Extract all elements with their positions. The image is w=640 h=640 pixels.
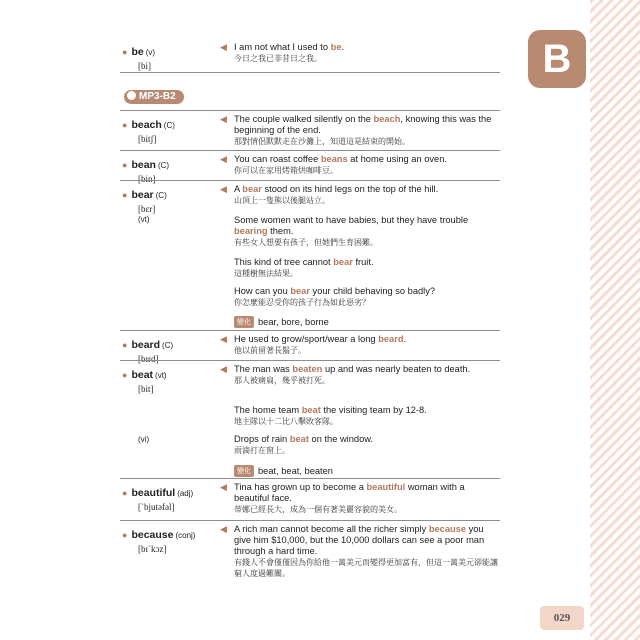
page-edge-stripe [590, 0, 640, 640]
part-of-speech: (v) [145, 48, 156, 57]
part-of-speech: (C) [162, 341, 174, 350]
part-of-speech: (vi) [138, 435, 150, 444]
speaker-icon: ◀ [220, 42, 227, 52]
bullet-icon: ● [122, 47, 128, 57]
example: This kind of tree cannot bear fruit. 這種樹無法結果。 [234, 257, 374, 278]
headword: beard [131, 339, 161, 351]
example: ◀ I am not what I used to be. 今日之我已非昔日之我。 [220, 42, 345, 63]
example: ◀ A bear stood on its hind legs on the top of the hill. 山頂上一隻熊以後腿站立。 [220, 184, 439, 205]
part-of-speech: (conj) [175, 531, 196, 540]
example: How can you bear your child behaving so badly? 你怎麼能忍受你的孩子行為如此惡劣？ [234, 286, 436, 307]
example: ◀ A rich man cannot become all the richer simply because you give him $10,000, but the 10,000 dollars can see a poor man through a hard time. 有錢人不會僅僅因為你給他一萬美元而變得更加富有，但這一萬美元卻能讓窮人度過難關。 [220, 524, 498, 578]
phonetic: [bit] [138, 384, 154, 394]
headword: beach [131, 119, 162, 131]
example: ◀ Tina has grown up to become a beautiful woman with a beautiful face. 蒂娜已經長大，成為一個有著美麗容貌的美女。 [220, 482, 465, 514]
phonetic: [bɪrd] [138, 354, 159, 364]
example: ◀ He used to grow/sport/wear a long beard. 他以前留著長鬍子。 [220, 334, 407, 355]
example: ◀ The man was beaten up and was nearly beaten to death. 那人被痛扁，幾乎被打死。 [220, 364, 471, 385]
entry-bean [120, 150, 500, 184]
verb-forms: 變化 bear, bore, borne [234, 316, 500, 328]
bullet-icon: ● [122, 370, 128, 380]
speaker-icon: ◀ [220, 334, 227, 344]
part-of-speech: (vt) [155, 371, 167, 380]
speaker-icon: ◀ [220, 114, 227, 124]
part-of-speech: (C) [155, 191, 167, 200]
disc-icon [127, 91, 136, 100]
phonetic: [ˋbjutəfəl] [138, 502, 175, 512]
bullet-icon: ● [122, 488, 128, 498]
entry-beat [120, 360, 500, 479]
entry-be [120, 38, 500, 73]
headword: beautiful [131, 487, 176, 499]
example: The home team beat the visiting team by 12-8. 地主隊以十二比八擊敗客隊。 [234, 405, 427, 426]
part-of-speech: (adj) [177, 489, 194, 498]
bullet-icon: ● [122, 190, 128, 200]
part-of-speech: (vt) [138, 215, 150, 224]
speaker-icon: ◀ [220, 524, 227, 534]
bullet-icon: ● [122, 120, 128, 130]
speaker-icon: ◀ [220, 364, 227, 374]
part-of-speech: (C) [163, 121, 175, 130]
phonetic: [bi] [138, 61, 151, 71]
example: ◀ The couple walked silently on the beach, knowing this was the beginning of the end. 那對情侶默默走在沙灘上，知道這是結束的開始。 [220, 114, 492, 146]
entry-bear [120, 180, 500, 331]
headword: be [131, 46, 144, 58]
forms-badge: 變化 [234, 316, 254, 328]
part-of-speech: (C) [157, 161, 170, 170]
phonetic: [bɛr] [138, 204, 156, 214]
headword: bear [131, 189, 154, 201]
speaker-icon: ◀ [220, 184, 227, 194]
speaker-icon: ◀ [220, 482, 227, 492]
entry-beard [120, 330, 500, 364]
example: Drops of rain beat on the window. 雨滴打在窗上。 [234, 434, 374, 455]
entry-beach [120, 110, 500, 151]
mp3-track-label[interactable]: MP3-B2 [124, 90, 184, 104]
headword: beat [131, 369, 154, 381]
entry-because [120, 520, 500, 587]
bullet-icon: ● [122, 340, 128, 350]
verb-forms: 變化 beat, beat, beaten [234, 465, 500, 477]
speaker-icon: ◀ [220, 154, 227, 164]
headword: because [131, 529, 174, 541]
letter-tab: B [528, 30, 586, 88]
example: ◀ You can roast coffee beans at home using an oven. 你可以在家用烤箱烘咖啡豆。 [220, 154, 447, 175]
page-number: 029 [540, 606, 584, 630]
bullet-icon: ● [122, 160, 128, 170]
entry-beautiful [120, 478, 500, 521]
example: Some women want to have babies, but they have trouble bearing them. 有些女人想要有孩子，但她們生育困難。 [234, 215, 469, 247]
forms-badge: 變化 [234, 465, 254, 477]
headword: bean [131, 159, 156, 171]
phonetic: [bitʃ] [138, 134, 157, 144]
phonetic: [bɪˋkɔz] [138, 544, 167, 554]
phonetic: [bin] [138, 174, 156, 184]
bullet-icon: ● [122, 530, 128, 540]
